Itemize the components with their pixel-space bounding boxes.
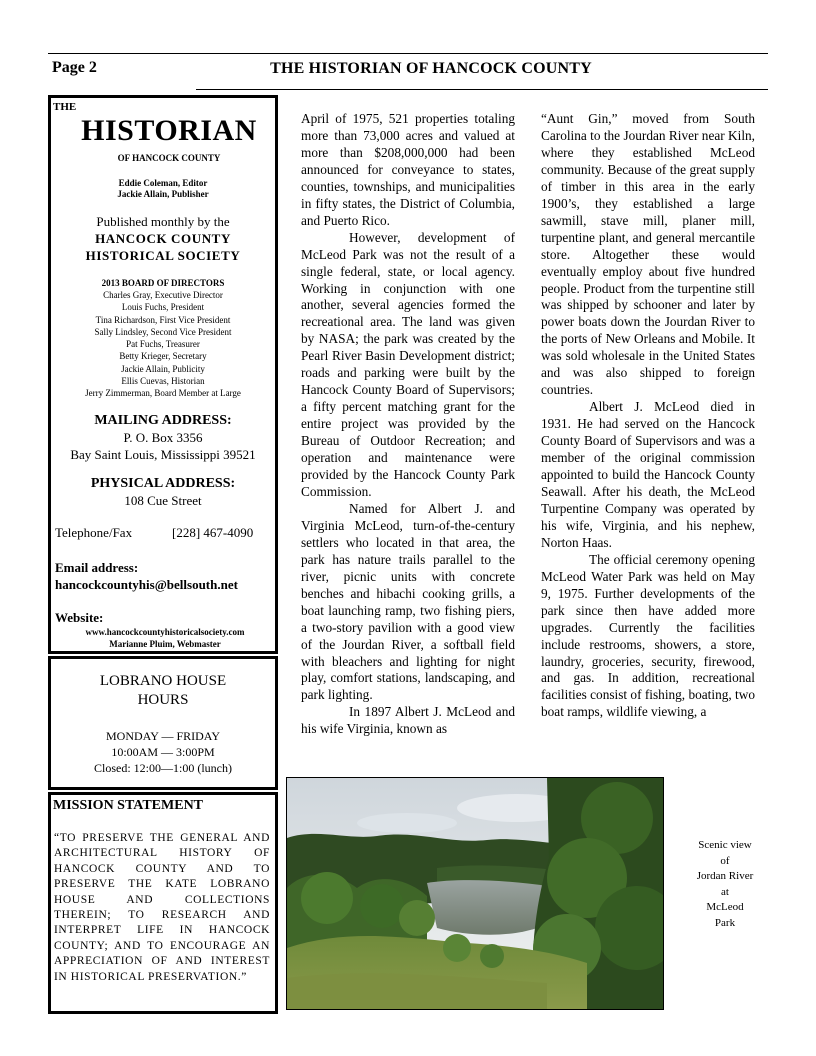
- board-member: Pat Fuchs, Treasurer: [126, 339, 200, 350]
- mailing-line-1: P. O. Box 3356: [123, 430, 203, 445]
- article-paragraph: “Aunt Gin,” moved from South Carolina to the Jourdan River near Kiln, where they established McLeod community. Because of the great supply of timber in this area in the early 1900’s, they established a large sawmill, stave mill, planer mill, turpentine plant, and general mercantile store. Altogether these would eventually employ about five hundred people. Product from the turpentine still was shipped by schooner and later by power boats down the Jourdan River to the ports of New Orleans and Mobile. It was sold wholesale in the United States and was also shipped to foreign countries.: [541, 111, 755, 398]
- board-member: Ellis Cuevas, Historian: [121, 376, 205, 387]
- physical-line: 108 Cue Street: [124, 493, 202, 508]
- email-link[interactable]: hancockcountyhis@bellsouth.net: [55, 577, 238, 592]
- board-member: Jerry Zimmerman, Board Member at Large: [85, 388, 241, 399]
- article-paragraph: However, development of McLeod Park was not the result of a single federal, state, or local agency. Working in conjunction with one another, several agencies formed the recreational area. The land was given by NASA; the park was created by the Pearl River Basin Development district; roads and parking were built by the Hancock County Board of Supervisors; a fifty percent matching grant for the entire project was provided by the Bureau of Outdoor Recreation; and operation and maintenance were provided by the Hancock County Park Commission.: [301, 229, 515, 499]
- board-member: Sally Lindsley, Second Vice President: [94, 326, 232, 337]
- mailing-title: MAILING ADDRESS:: [94, 413, 232, 428]
- society-name-2: HISTORICAL SOCIETY: [85, 248, 241, 263]
- board-list: [54, 289, 272, 400]
- caption-line: of: [720, 854, 730, 867]
- nameplate-the: THE: [53, 101, 77, 113]
- board-title: 2013 BOARD OF DIRECTORS: [101, 278, 225, 288]
- river-photo: [286, 777, 664, 1010]
- article-column-1: [301, 111, 515, 771]
- photo-caption: [680, 838, 770, 931]
- hours-days: MONDAY — FRIDAY: [105, 729, 221, 743]
- board-member: Louis Fuchs, President: [121, 302, 205, 313]
- hours-time: 10:00AM — 3:00PM: [111, 745, 215, 759]
- phone-label: Telephone/Fax: [55, 525, 133, 540]
- editor-line: Eddie Coleman, Editor: [118, 178, 208, 188]
- caption-line: McLeod: [706, 901, 744, 913]
- hours-title-line: HOURS: [137, 692, 189, 708]
- mailing-line-2: Bay Saint Louis, Mississippi 39521: [70, 447, 256, 462]
- board-member: Betty Krieger, Secretary: [119, 351, 207, 362]
- article-paragraph: Albert J. McLeod died in 1931. He had served on the Hancock County Board of Supervisors and was a member of the original commission appointed to build the Hancock County Seawall. After his death, the McLeod Turpentine Company was operated by his wife, Virginia, and his nephew, Norton Haas.: [541, 399, 755, 550]
- caption-line: Scenic view: [698, 839, 752, 851]
- hours-title-line: LOBRANO HOUSE: [99, 673, 227, 689]
- publisher-line: Jackie Allain, Publisher: [117, 189, 209, 199]
- article-paragraph: Named for Albert J. and Virginia McLeod, turn-of-the-century settlers who located in that area, the park has nature trails parallel to the river, picnic units with concrete benches and hibachi cooking grills, a boat launching ramp, two fishing piers, a two-story pavilion with a good view of the Jourdan River, a softball field with bleachers and lighting for night play, comfort stations, landscaping, and park lighting.: [301, 500, 515, 703]
- published-by: Published monthly by the: [96, 214, 230, 229]
- phone-value: [228] 467-4090: [172, 525, 254, 540]
- article-paragraph: In 1897 Albert J. McLeod and his wife Virginia, known as: [301, 704, 515, 737]
- caption-line: Jordan River: [696, 870, 754, 882]
- email-label: Email address:: [55, 560, 139, 575]
- mission-title: MISSION STATEMENT: [53, 798, 204, 813]
- nameplate-subtitle: OF HANCOCK COUNTY: [117, 153, 221, 163]
- board-member: Tina Richardson, First Vice President: [95, 314, 231, 325]
- webmaster-line: Marianne Pluim, Webmaster: [109, 639, 221, 649]
- nameplate-historian: HISTORIAN: [81, 114, 257, 147]
- masthead-title: THE HISTORIAN OF HANCOCK COUNTY: [270, 60, 592, 77]
- river-scene-image: [287, 778, 663, 1009]
- physical-title: PHYSICAL ADDRESS:: [90, 476, 236, 491]
- website-link[interactable]: www.hancockcountyhistoricalsociety.com: [85, 627, 245, 637]
- caption-line: at: [721, 885, 729, 898]
- article-paragraph: April of 1975, 521 properties totaling more than 73,000 acres and valued at more than $208,000,000 had been announced for conveyance to states, counties, townships, and municipalities in fifty states, the District of Columbia, and Puerto Rico.: [301, 111, 515, 228]
- top-rule: [48, 53, 768, 54]
- article-column-2: [541, 111, 755, 771]
- page-number: Page 2: [52, 59, 97, 76]
- hours-closed: Closed: 12:00—1:00 (lunch): [94, 761, 232, 775]
- masthead-rule: [196, 89, 768, 90]
- website-label: Website:: [55, 610, 104, 625]
- board-member: Charles Gray, Executive Director: [103, 290, 223, 300]
- board-member: Jackie Allain, Publicity: [121, 363, 205, 374]
- mission-text: “TO PRESERVE THE GENERAL AND ARCHITECTURAL HISTORY OF HANCOCK COUNTY AND TO PRESERVE THE KATE LOBRANO HOUSE AND COLLECTIONS THEREIN; TO RESEARCH AND INTERPRET LIFE IN HANCOCK COUNTY; AND TO ENCOURAGE AN APPRECIATION OF AND INTEREST IN HISTORICAL PRESERVATION.”: [54, 832, 270, 983]
- article-paragraph: The official ceremony opening McLeod Water Park was held on May 9, 1975. Further developments of the park since then have added more upgrades. Currently the facilities include restrooms, showers, a store, laundry, groceries, security, firewood, and gas. In addition, recreational facilities consist of fishing, boating, two boat ramps, wildlife viewing, a: [541, 551, 755, 720]
- hours-title: [54, 672, 272, 710]
- caption-line: Park: [714, 916, 736, 929]
- society-name-1: HANCOCK COUNTY: [95, 231, 231, 246]
